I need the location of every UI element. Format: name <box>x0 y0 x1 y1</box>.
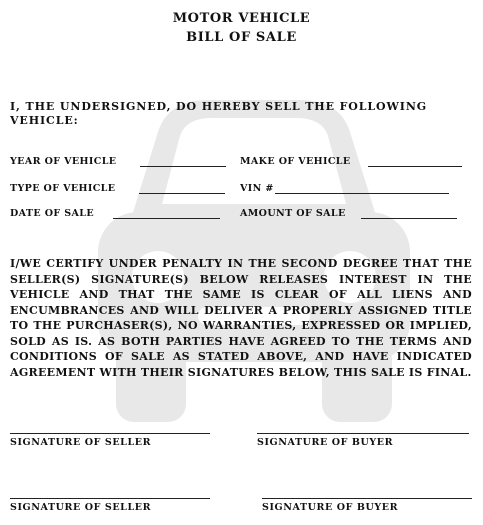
vin-label: VIN # <box>240 183 274 194</box>
certification-paragraph: I/WE CERTIFY UNDER PENALTY IN THE SECOND DEGREE THAT THE SELLER(S) SIGNATURE(S) BELOW RELEASES INTEREST IN THE VEHICLE AND THAT THE SAME IS CLEAR OF ALL LIENS AND ENCUMBRANCES AND WILL DELIVER A PROPERLY ASSIGNED TITLE TO THE PURCHASER(S), NO WARRANTIES, EXPRESSED OR IMPLIED, SOLD AS IS. AS BOTH PARTIES HAVE AGREED TO THE TERMS AND CONDITIONS OF SALE AS STATED ABOVE, AND HAVE INDICATED AGREEMENT WITH THEIR SIGNATURES BELOW, THIS SALE IS FINAL. <box>10 257 472 379</box>
make-of-vehicle-input[interactable] <box>368 156 462 167</box>
seller-signature-block-2 <box>10 498 210 518</box>
intro-statement: I, THE UNDERSIGNED, DO HEREBY SELL THE FOLLOWING VEHICLE: <box>10 100 428 127</box>
year-of-vehicle-field <box>10 156 230 170</box>
vin-field <box>240 183 470 197</box>
date-of-sale-field <box>10 208 230 222</box>
seller-signature-line-1[interactable] <box>10 433 210 434</box>
document-title-line-1: MOTOR VEHICLE <box>172 11 311 26</box>
buyer-signature-block-1 <box>257 433 469 453</box>
buyer-signature-label-1: SIGNATURE OF BUYER <box>257 437 394 448</box>
date-of-sale-label: DATE OF SALE <box>10 208 94 219</box>
make-of-vehicle-field <box>240 156 470 170</box>
seller-signature-block-1 <box>10 433 210 453</box>
year-of-vehicle-label: YEAR OF VEHICLE <box>10 156 117 167</box>
make-of-vehicle-label: MAKE OF VEHICLE <box>240 156 351 167</box>
seller-signature-label-2: SIGNATURE OF SELLER <box>10 502 152 513</box>
date-of-sale-input[interactable] <box>113 208 220 219</box>
seller-signature-line-2[interactable] <box>10 498 210 499</box>
amount-of-sale-field <box>240 208 470 222</box>
buyer-signature-block-2 <box>262 498 472 518</box>
type-of-vehicle-input[interactable] <box>139 183 225 194</box>
amount-of-sale-input[interactable] <box>361 208 457 219</box>
amount-of-sale-label: AMOUNT OF SALE <box>240 208 346 219</box>
year-of-vehicle-input[interactable] <box>140 156 226 167</box>
buyer-signature-label-2: SIGNATURE OF BUYER <box>262 502 399 513</box>
type-of-vehicle-label: TYPE OF VEHICLE <box>10 183 116 194</box>
document-title-line-2: BILL OF SALE <box>186 30 297 45</box>
buyer-signature-line-1[interactable] <box>257 433 469 434</box>
type-of-vehicle-field <box>10 183 230 197</box>
buyer-signature-line-2[interactable] <box>262 498 472 499</box>
seller-signature-label-1: SIGNATURE OF SELLER <box>10 437 152 448</box>
vin-input[interactable] <box>275 183 449 194</box>
